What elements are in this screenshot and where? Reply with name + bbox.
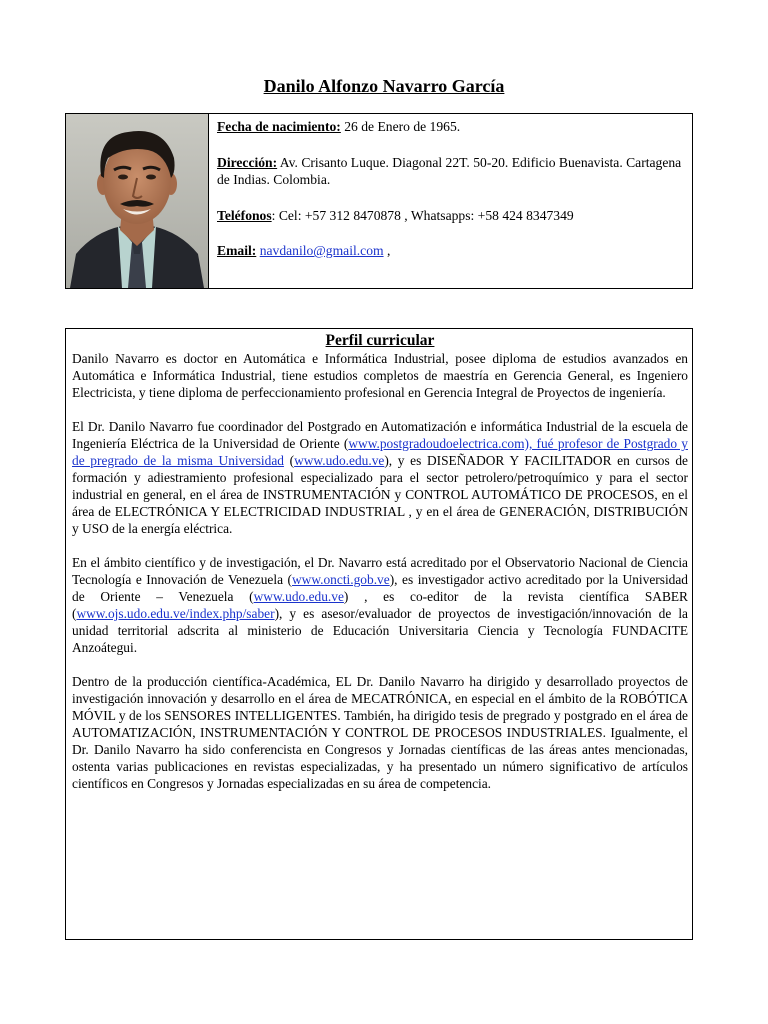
- email-line: [217, 242, 687, 259]
- address-label: Dirección:: [217, 155, 278, 170]
- p2-text-1: El Dr. Danilo Navarro fue coordinador del Postgrado en Automatización e informática Industrial de la escuela de Ingeniería Eléctrica de la Universidad de Oriente (: [72, 419, 688, 451]
- contact-info: [217, 118, 687, 278]
- birth-date-line: [217, 118, 687, 135]
- p3-text-3: ) , es co-editor de la revista científica SABER (: [72, 589, 688, 621]
- page-title: Danilo Alfonzo Navarro García: [263, 76, 505, 96]
- phones-label: Teléfonos: [217, 208, 272, 223]
- phones-value: : Cel: +57 312 8470878 , Whatsapps: +58 424 8347349: [271, 208, 574, 223]
- profile-paragraph-1: Danilo Navarro es doctor en Automática e Informática Industrial, posee diploma de estudios avanzados en Automática e Informática Industrial, tiene estudios completos de maestría en Gerencia General, es Ingeniero Electricista, y tiene diploma de perfeccionamiento profesional en Gerencia Integral de Proyectos de ingeniería.: [72, 351, 688, 400]
- p2-text-2: (: [283, 453, 295, 468]
- udo-link[interactable]: www.udo.edu.ve: [294, 453, 385, 468]
- profile-paragraph-3: [72, 554, 688, 656]
- profile-section: [65, 328, 693, 940]
- p3-text-2: ), es investigador activo acreditado por la Universidad de Oriente – Venezuela (: [72, 572, 688, 604]
- udo-link-2[interactable]: www.udo.edu.ve: [253, 589, 344, 604]
- address-line: [217, 154, 687, 188]
- saber-link[interactable]: www.ojs.udo.edu.ve/index.php/saber: [76, 606, 275, 621]
- photo-cell: [66, 114, 209, 288]
- birth-date-label: Fecha de nacimiento:: [217, 119, 341, 134]
- profile-paragraph-2: [72, 418, 688, 537]
- address-value: Av. Crisanto Luque. Diagonal 22T. 50-20. Edificio Buenavista. Cartagena de Indias. Colombia.: [217, 155, 682, 187]
- person-portrait-icon: [66, 114, 208, 288]
- contact-table: [65, 113, 693, 289]
- oncti-link[interactable]: www.oncti.gob.ve: [292, 572, 390, 587]
- profile-title: Perfil curricular: [325, 332, 435, 349]
- email-suffix: ,: [383, 243, 391, 258]
- email-label: Email:: [217, 243, 257, 258]
- p2-text-3: ), y es DISEÑADOR Y FACILITADOR en cursos de formación y adiestramiento profesional especializado para el sector petrolero/petroquímico y para el sector industrial en general, en el área de INSTRUMENTACIÓN y CONTROL AUTOMÁTICO DE PROCESOS, en el área de ELECTRÓNICA Y ELECTRICIDAD INDUSTRIAL , y en el área de GENERACIÓN, DISTRIBUCIÓN y USO de la energía eléctrica.: [72, 453, 688, 536]
- email-link[interactable]: navdanilo@gmail.com: [259, 243, 384, 258]
- postgrado-link[interactable]: www.postgradoudoelectrica.com), fué profesor de Postgrado y de pregrado de la misma Universidad: [72, 436, 688, 468]
- birth-date-value: 26 de Enero de 1965.: [340, 119, 461, 134]
- p3-text-1: En el ámbito científico y de investigación, el Dr. Navarro está acreditado por el Observatorio Nacional de Ciencia Tecnología e Innovación de Venezuela (: [72, 555, 688, 587]
- p3-text-4: ), y es asesor/evaluador de proyectos de investigación/innovación de la unidad territorial adscrita al ministerio de Educación Universitaria Ciencia y Tecnología FUNDACITE Anzoátegui.: [72, 606, 688, 655]
- profile-paragraph-4: Dentro de la producción científica-Académica, EL Dr. Danilo Navarro ha dirigido y desarrollado proyectos de investigación innovación y desarrollo en el área de MECATRÓNICA, en especial en el ámbito de la ROBÓTICA MÓVIL y de los SENSORES INTELLIGENTES. También, ha dirigido tesis de pregrado y postgrado en el área de AUTOMATIZACIÓN, INSTRUMENTACIÓN Y CONTROL DE PROCESOS INDUSTRIALES. Igualmente, el Dr. Danilo Navarro ha sido conferencista en Congresos y Jornadas científicas de las áreas antes mencionadas, ostenta varias publicaciones en revistas especializadas, y ha presentado un número significativo de artículos científicos en Congresos y Jornadas especializadas en su área de competencia.: [72, 674, 688, 791]
- phones-line: [217, 207, 687, 224]
